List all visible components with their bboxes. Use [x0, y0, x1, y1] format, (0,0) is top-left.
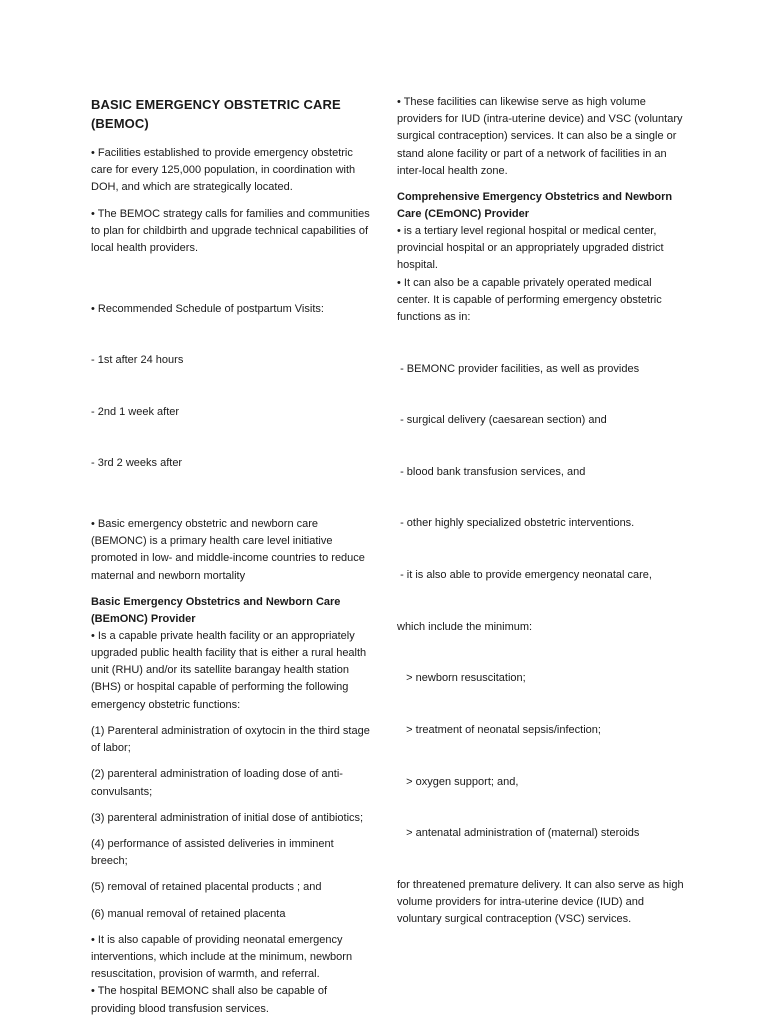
schedule-item: - 3rd 2 weeks after — [91, 457, 183, 470]
function-item: (6) manual removal of retained placenta — [91, 907, 286, 920]
cemonc-provider-heading: Comprehensive Emergency Obstetrics and Newborn Care (CEmONC) Provider — [397, 191, 676, 221]
bemonc-provider-body: • Is a capable private health facility or an appropriately upgraded public health facility that is either a rural health unit (RHU) and/or its satellite barangay health station (BHS) or hospital capable of performing the following emergency obstetric functions: — [91, 629, 370, 711]
dash-item: - surgical delivery (caesarean section) and — [397, 414, 607, 427]
paragraph-iud-vsc: • These facilities can likewise serve as high volume providers for IUD (intra-uterine device) and VSC (voluntary surgical contraception) services. It can also be a single or stand alone facility or part of a network of facilities in an inter-local health zone. — [397, 96, 686, 177]
paragraph-strategy: • The BEMOC strategy calls for families and communities to plan for childbirth and upgrade technical capabilities of local health providers. — [91, 207, 373, 255]
paragraph-bemonc-definition: • Basic emergency obstetric and newborn care (BEMONC) is a primary health care level initiative promoted in low- and middle-income countries to reduce maternal and newborn mortality — [91, 518, 368, 582]
bemonc-provider-heading: Basic Emergency Obstetrics and Newborn Care (BEmONC) Provider — [91, 595, 344, 625]
function-item: (1) Parenteral administration of oxytocin in the third stage of labor; — [91, 724, 373, 755]
function-item: (2) parenteral administration of loading dose of anti-convulsants; — [91, 768, 343, 798]
title-line-2: (BEMOC) — [91, 116, 149, 131]
function-item: (3) parenteral administration of initial dose of antibiotics; — [91, 811, 364, 824]
gt-item: > treatment of neonatal sepsis/infection; — [397, 723, 601, 736]
paragraph-blood-transfusion: • The hospital BEMONC shall also be capable of providing blood transfusion services. — [91, 985, 331, 1015]
dash-item: - BEMONC provider facilities, as well as provides — [397, 362, 640, 375]
paragraph-facilities: • Facilities established to provide emergency obstetric care for every 125,000 population, in coordination with DOH, and which are strategically located. — [91, 147, 359, 194]
function-item: (5) removal of retained placental products ; and — [91, 881, 322, 894]
paragraph-neonatal: • It is also capable of providing neonatal emergency interventions, which include at the minimum, newborn resuscitation, provision of warmth, and referral. — [91, 933, 356, 981]
paragraph-premature-delivery: for threatened premature delivery. It can also serve as high volume providers for intra-uterine device (IUD) and voluntary surgical contraception (VSC) services. — [397, 878, 687, 926]
title-line-1: BASIC EMERGENCY OBSTETRIC CARE — [91, 97, 341, 112]
gt-item: > oxygen support; and, — [397, 775, 519, 788]
left-column — [91, 95, 373, 1027]
dash-item: - other highly specialized obstetric interventions. — [397, 517, 635, 530]
schedule-item: - 1st after 24 hours — [91, 354, 184, 367]
cemonc-bullet-private: • It can also be a capable privately operated medical center. It is capable of performing emergency obstetric functions as in: — [397, 276, 665, 324]
right-column — [397, 94, 687, 937]
function-item: (4) performance of assisted deliveries in imminent breech; — [91, 837, 337, 868]
schedule-item: - 2nd 1 week after — [91, 405, 180, 418]
gt-item: > newborn resuscitation; — [397, 672, 526, 685]
page-title — [91, 95, 373, 133]
postpartum-schedule — [91, 266, 373, 507]
schedule-heading: • Recommended Schedule of postpartum Visits: — [91, 302, 324, 315]
cemonc-bullet-tertiary: • is a tertiary level regional hospital or medical center, provincial hospital or an appropriately upgraded district hospital. — [397, 225, 667, 272]
cemonc-dash-list — [397, 326, 687, 877]
minimum-line: which include the minimum: — [397, 620, 533, 633]
gt-item: > antenatal administration of (maternal) steroids — [397, 827, 640, 840]
dash-item: - it is also able to provide emergency neonatal care, — [397, 569, 652, 582]
dash-item: - blood bank transfusion services, and — [397, 465, 586, 478]
